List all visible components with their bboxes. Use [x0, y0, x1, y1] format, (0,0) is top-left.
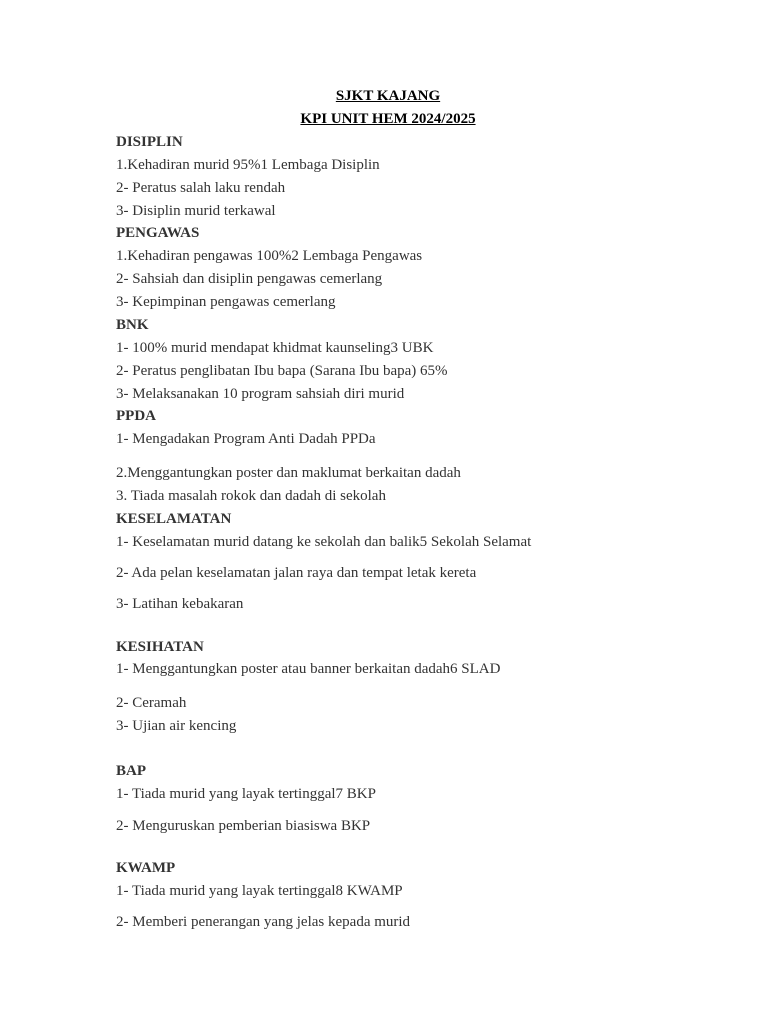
section-heading-bnk: BNK	[116, 317, 149, 333]
list-item: 2- Menguruskan pemberian biasiswa BKP	[116, 818, 371, 834]
section-heading-ppda: PPDA	[116, 408, 156, 424]
list-item: 2- Peratus penglibatan Ibu bapa (Sarana Ibu bapa) 65%	[116, 363, 448, 379]
section-heading-kesihatan: KESIHATAN	[116, 639, 204, 655]
list-item: 2.Menggantungkan poster dan maklumat berkaitan dadah	[116, 465, 461, 481]
list-item: 1- Menggantungkan poster atau banner berkaitan dadah6 SLAD	[116, 661, 501, 677]
list-item: 3- Latihan kebakaran	[116, 596, 244, 612]
section-heading-disiplin: DISIPLIN	[116, 134, 183, 150]
section-heading-pengawas: PENGAWAS	[116, 225, 200, 241]
list-item: 2- Memberi penerangan yang jelas kepada murid	[116, 914, 411, 930]
section-heading-keselamatan: KESELAMATAN	[116, 511, 232, 527]
kpi-title: KPI UNIT HEM 2024/2025	[300, 111, 476, 127]
list-item: 1- Tiada murid yang layak tertinggal8 KWAMP	[116, 883, 403, 899]
list-item: 3- Disiplin murid terkawal	[116, 203, 276, 219]
list-item: 1.Kehadiran murid 95%1 Lembaga Disiplin	[116, 157, 380, 173]
list-item: 2- Ceramah	[116, 695, 187, 711]
list-item: 1- Tiada murid yang layak tertinggal7 BKP	[116, 786, 376, 802]
list-item: 3- Kepimpinan pengawas cemerlang	[116, 294, 336, 310]
list-item: 3. Tiada masalah rokok dan dadah di sekolah	[116, 488, 386, 504]
list-item: 3- Ujian air kencing	[116, 718, 237, 734]
list-item: 1.Kehadiran pengawas 100%2 Lembaga Pengawas	[116, 248, 423, 264]
list-item: 1- Mengadakan Program Anti Dadah PPDa	[116, 431, 376, 447]
school-name: SJKT KAJANG	[335, 88, 441, 104]
list-item: 2- Ada pelan keselamatan jalan raya dan tempat letak kereta	[116, 565, 477, 581]
section-heading-bap: BAP	[116, 763, 146, 779]
list-item: 2- Peratus salah laku rendah	[116, 180, 286, 196]
section-heading-kwamp: KWAMP	[116, 860, 176, 876]
list-item: 3- Melaksanakan 10 program sahsiah diri murid	[116, 386, 405, 402]
list-item: 1- Keselamatan murid datang ke sekolah dan balik5 Sekolah Selamat	[116, 534, 532, 550]
list-item: 2- Sahsiah dan disiplin pengawas cemerlang	[116, 271, 383, 287]
list-item: 1- 100% murid mendapat khidmat kaunseling3 UBK	[116, 340, 434, 356]
